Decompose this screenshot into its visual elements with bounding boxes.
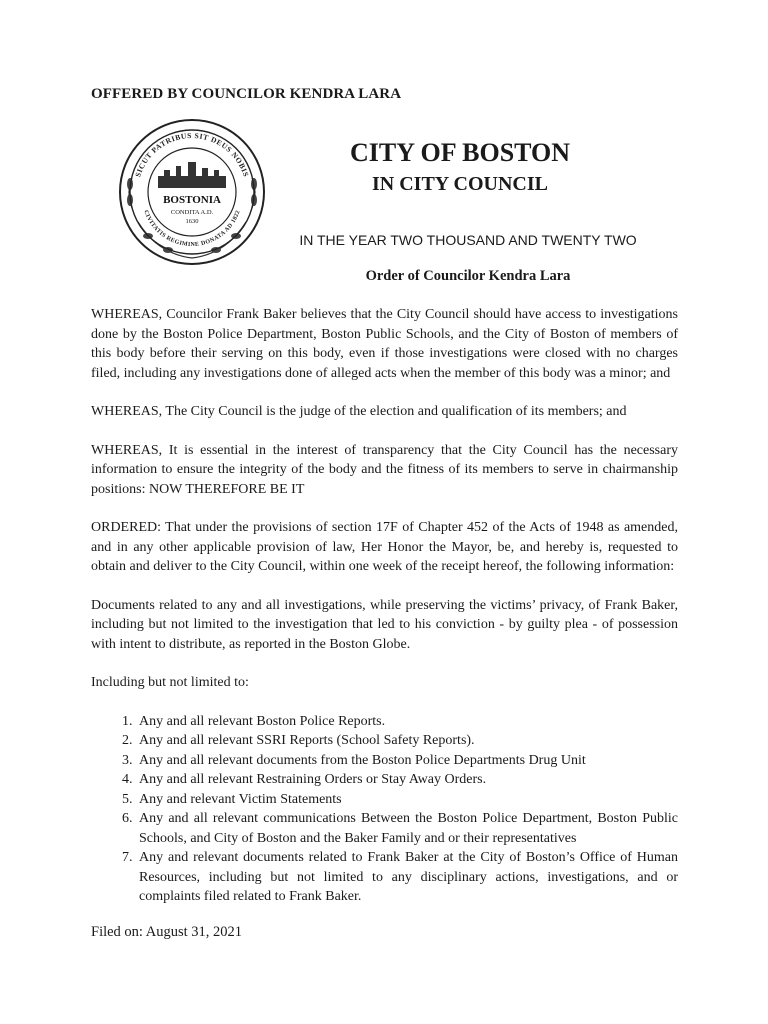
- list-item: 2. Any and all relevant SSRI Reports (School Safety Reports).: [136, 731, 678, 751]
- ordered-paragraph: ORDERED: That under the provisions of section 17F of Chapter 452 of the Acts of 1948 as amended, and in any other applicable provision of law, Her Honor the Mayor, be, and hereby is, requested to obtain and deliver to the City Council, within one week of the receipt hereof, the following information:: [91, 520, 678, 574]
- filed-on-date: Filed on: August 31, 2021: [91, 923, 243, 940]
- offered-by: OFFERED BY COUNCILOR KENDRA LARA: [91, 86, 402, 102]
- page-title: CITY OF BOSTON: [349, 138, 571, 167]
- list-item: 1. Any and all relevant Boston Police Reports.: [136, 712, 678, 732]
- whereas-paragraph-1: WHEREAS, Councilor Frank Baker believes that the City Council should have access to investigations done by the Boston Police Department, Boston Public Schools, and the City of Boston of members of this body before their serving on this body, even if those investigations were closed with no charges filed, including any investigations done of alleged acts when the member of this body was a minor; and: [91, 307, 678, 381]
- requested-items-list: [91, 712, 678, 907]
- documents-paragraph: Documents related to any and all investigations, while preserving the victims’ privacy, of Frank Baker, including but not limited to the investigation that led to his conviction - by guilty plea - of possession with intent to distribute, as reported in the Boston Globe.: [91, 597, 678, 652]
- city-of-boston-seal-icon: [118, 118, 266, 266]
- page-subtitle: IN CITY COUNCIL: [372, 173, 548, 195]
- including-line: Including but not limited to:: [91, 675, 249, 690]
- document-body: [91, 305, 678, 961]
- whereas-paragraph-2: WHEREAS, The City Council is the judge of the election and qualification of its members; and: [91, 404, 627, 419]
- svg-text:1630: 1630: [185, 218, 199, 225]
- svg-text:SICUT PATRIBUS SIT DEUS NOBIS: SICUT PATRIBUS SIT DEUS NOBIS: [133, 130, 251, 179]
- svg-text:BOSTONIA: BOSTONIA: [163, 194, 221, 206]
- svg-text:CONDITA A.D.: CONDITA A.D.: [170, 209, 214, 216]
- svg-text:CIVITATIS REGIMINE DONATA AD 1: CIVITATIS REGIMINE DONATA AD 1822: [142, 209, 242, 249]
- list-item: 6. Any and all relevant communications Between the Boston Police Department, Boston Public Schools, and City of Boston and the Baker Family and or their representatives: [136, 809, 678, 848]
- list-item: 4. Any and all relevant Restraining Orders or Stay Away Orders.: [136, 770, 678, 790]
- list-item: 7. Any and relevant documents related to Frank Baker at the City of Boston’s Office of Human Resources, including but not limited to any disciplinary actions, investigations, and or complaints filed related to Frank Baker.: [136, 848, 678, 907]
- year-line: IN THE YEAR TWO THOUSAND AND TWENTY TWO: [299, 232, 637, 248]
- whereas-paragraph-3: WHEREAS, It is essential in the interest of transparency that the City Council has the necessary information to ensure the integrity of the body and the fitness of its members to serve in chairmanship positions: NOW THEREFORE BE IT: [91, 442, 678, 497]
- list-item: 5. Any and relevant Victim Statements: [136, 790, 678, 810]
- list-item: 3. Any and all relevant documents from the Boston Police Departments Drug Unit: [136, 751, 678, 771]
- order-title: Order of Councilor Kendra Lara: [365, 268, 571, 284]
